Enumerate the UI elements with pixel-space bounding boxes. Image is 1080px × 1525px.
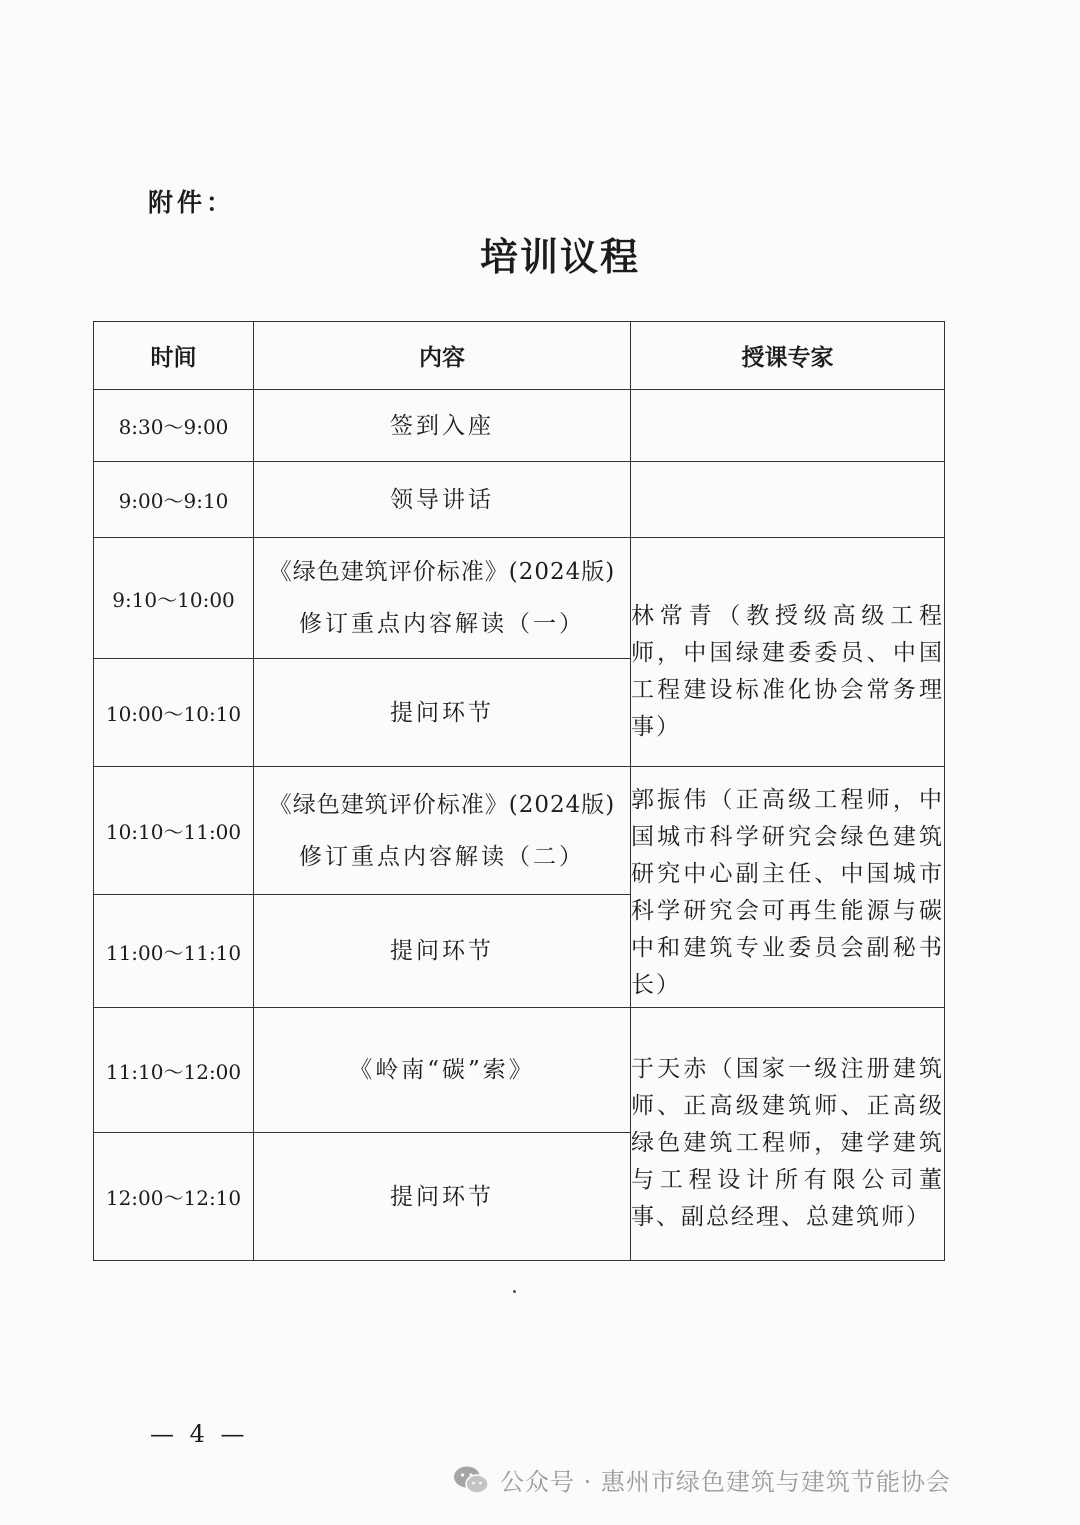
expert-cell-empty [631,390,945,462]
expert-cell: 郭振伟（正高级工程师，中国城市科学研究会绿色建筑研究中心副主任、中国城市科学研究会可再生能源与碳中和建筑专业委员会副秘书长） [631,767,945,1008]
table-row [94,538,945,659]
expert-cell: 林常青（教授级高级工程师，中国绿建委委员、中国工程建设标准化协会常务理事） [631,538,945,767]
table-row [94,767,945,895]
content-line: 提问环节 [390,1183,494,1210]
page-title: 培训议程 [479,235,640,279]
content-cell [254,538,631,659]
page-number: — 4 — [150,1420,249,1448]
content-line: 《岭南“碳”索》 [349,1057,535,1083]
content-cell [254,1008,631,1133]
content-line: 提问环节 [390,938,494,964]
content-line: 提问环节 [390,699,494,726]
column-header-time: 时间 [94,322,254,390]
time-cell: 8:30～9:00 [94,390,254,462]
attachment-label: 附件： [148,188,236,217]
expert-cell-empty [631,462,945,538]
table-row [94,462,945,538]
column-header-content: 内容 [254,322,631,390]
expert-cell: 于天赤（国家一级注册建筑师、正高级建筑师、正高级绿色建筑工程师，建学建筑与工程设计所有限公司董事、副总经理、总建筑师） [631,1008,945,1261]
content-line: 签到入座 [390,412,494,439]
column-header-expert: 授课专家 [631,322,945,390]
content-cell [254,1133,631,1261]
content-cell [254,767,631,895]
content-line: 《绿色建筑评价标准》(2024版) [268,791,616,818]
content-line: 修订重点内容解读（一） [299,611,585,637]
agenda-table [93,321,945,1261]
scan-dot [513,1290,516,1293]
table-row [94,390,945,462]
content-cell [254,462,631,538]
watermark-text: 公众号 · 惠州市绿色建筑与建筑节能协会 [500,1468,951,1496]
time-cell: 12:00～12:10 [94,1133,254,1261]
time-cell: 10:10～11:00 [94,767,254,895]
wechat-icon [452,1465,490,1495]
watermark [452,1462,951,1497]
content-line: 领导讲话 [390,486,494,513]
time-cell: 11:00～11:10 [94,895,254,1008]
table-row [94,1008,945,1133]
content-line: 《绿色建筑评价标准》(2024版) [268,559,616,585]
content-cell [254,659,631,767]
time-cell: 11:10～12:00 [94,1008,254,1133]
content-cell [254,390,631,462]
time-cell: 10:00～10:10 [94,659,254,767]
table-header-row [94,322,945,390]
content-cell [254,895,631,1008]
content-line: 修订重点内容解读（二） [299,843,585,870]
time-cell: 9:10～10:00 [94,538,254,659]
time-cell: 9:00～9:10 [94,462,254,538]
